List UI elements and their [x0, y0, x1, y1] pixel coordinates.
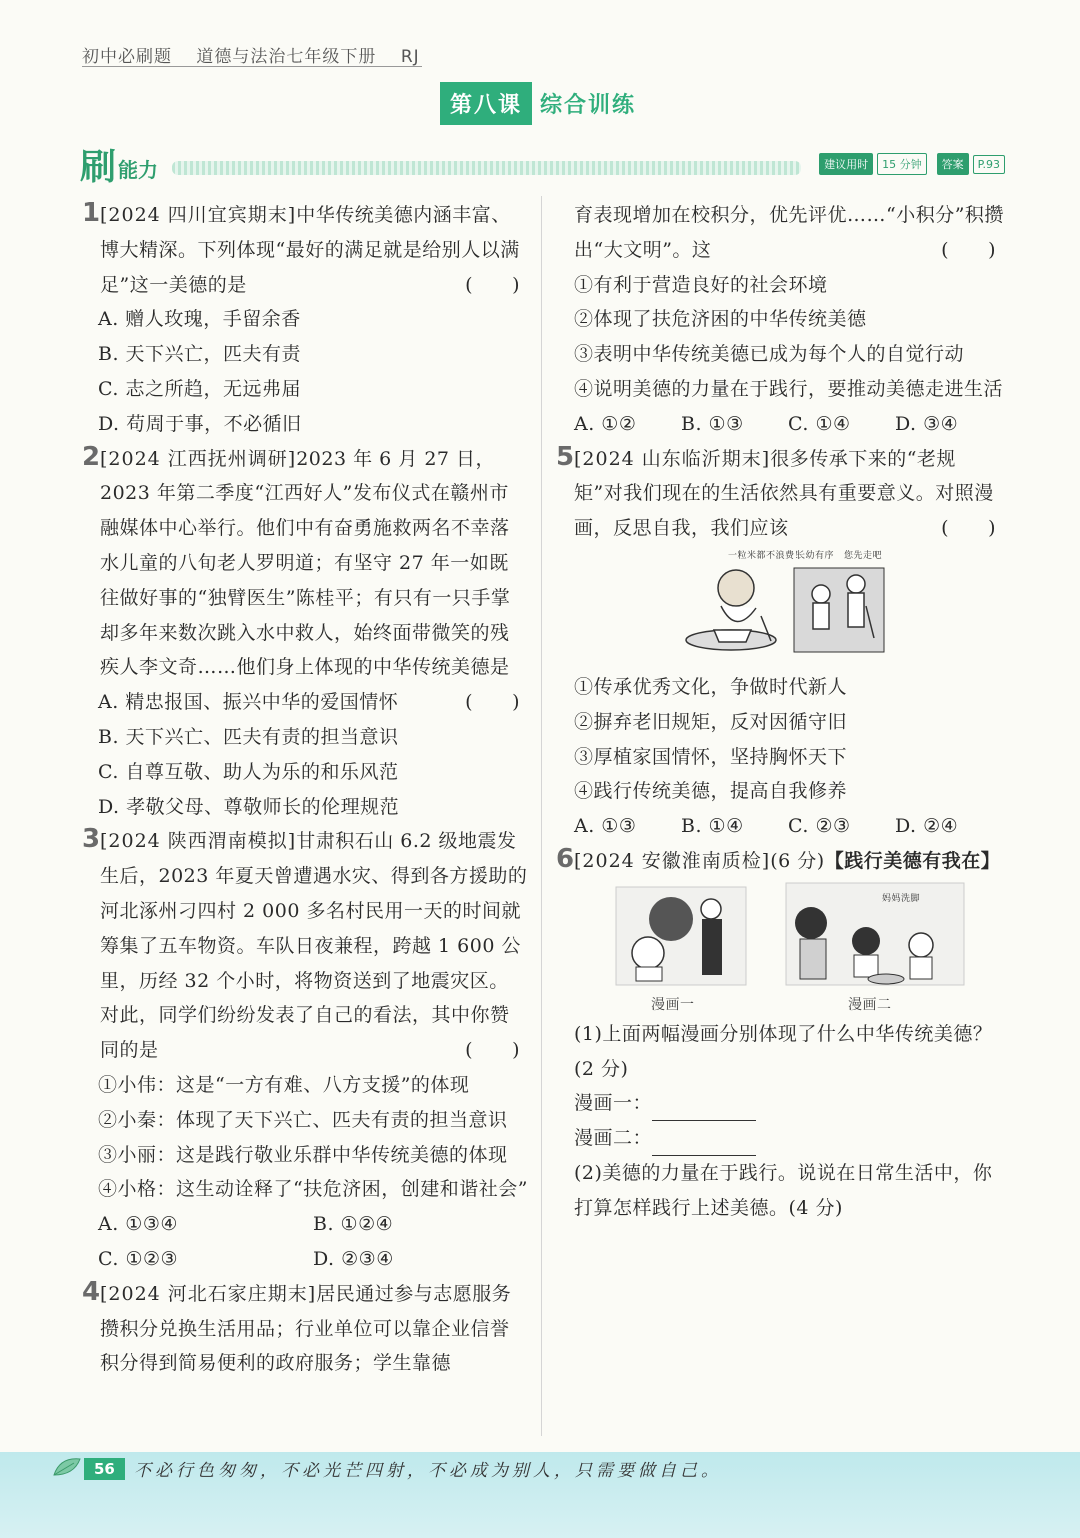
question-4 — [82, 1277, 528, 1381]
answer-label: 答案 — [937, 153, 969, 175]
choice-b: B. ①②④ — [313, 1213, 394, 1236]
comic-caption-1: 一粒米都不浪费！ — [728, 550, 805, 561]
statement-1: ①小伟：这是“一方有难、八方支援”的体现 — [98, 1073, 470, 1096]
statement-2: ②摒弃老旧规矩，反对因循守旧 — [574, 710, 848, 733]
section-title-small: 能力 — [118, 157, 159, 182]
q5-comic — [556, 546, 1004, 670]
left-column — [82, 198, 528, 1381]
question-number: 4 — [82, 1276, 101, 1307]
answer-page: P.93 — [973, 155, 1005, 174]
statement-4: ④说明美德的力量在于践行，要推动美德走进生活 — [574, 377, 1004, 400]
question-number: 3 — [82, 824, 101, 855]
answer-paren: ( ) — [941, 238, 996, 261]
comic-2-sign: 妈妈洗脚 — [882, 893, 921, 904]
option-c: C. 自尊互敬、助人为乐的和乐风范 — [98, 760, 399, 783]
question-source: [2024 河北石家庄期末] — [100, 1282, 317, 1305]
choice-c: C. ①④ — [788, 412, 851, 435]
question-number: 5 — [556, 441, 575, 472]
question-stem: 2023 年 6 月 27 日，2023 年第二季度“江西好人”发布仪式在赣州市融媒体中心举行。他们中有奋勇施救两名不幸落水儿童的八旬老人罗明道；有坚守 27 年一如既往做好事的“独臂医生”陈桂平；有只有一只手掌却多年来数次跳入水中救人，始终面带微笑的残疾人李文奇……他们身上体现的中华传统美德是 — [100, 447, 511, 679]
question-stem: 居民通过参与志愿服务攒积分兑换生活用品；行业单位可以靠企业信誉积分得到简易便利的政府服务；学生靠德 — [100, 1282, 512, 1375]
choice-d: D. ②③④ — [313, 1247, 394, 1270]
option-c: C. 志之所趋，无远弗届 — [98, 377, 301, 400]
section-title-big: 刷 — [80, 146, 117, 188]
option-d: D. 孝敬父母、尊敬师长的伦理规范 — [98, 795, 400, 818]
answer-blank-2[interactable] — [652, 1135, 756, 1156]
choice-c: C. ①②③ — [98, 1247, 179, 1270]
subject-name: 道德与法治七年级下册 — [196, 47, 377, 67]
q6-comics — [556, 879, 1004, 1017]
question-6 — [556, 844, 1004, 1226]
footer — [0, 1452, 1080, 1538]
answer-paren: ( ) — [465, 1039, 520, 1062]
section-stripe — [172, 161, 801, 175]
choice-a: A. ①③ — [574, 815, 637, 838]
option-a: A. 赠人玫瑰，手留余香 — [98, 308, 301, 331]
option-b: B. 天下兴亡，匹夫有责 — [98, 343, 302, 366]
statement-4: ④践行传统美德，提高自我修养 — [574, 780, 848, 803]
statement-1: ①传承优秀文化，争做时代新人 — [574, 675, 848, 698]
answer-paren: ( ) — [465, 691, 520, 714]
comic-illustration — [556, 546, 1004, 670]
answer-blank-1[interactable] — [652, 1100, 756, 1121]
lesson-title — [440, 82, 644, 125]
option-a: A. 精忠报国、振兴中华的爱国情怀 — [98, 691, 399, 714]
question-2 — [82, 442, 528, 825]
page-number: 56 — [84, 1458, 125, 1480]
question-source: [2024 安徽淮南质检] — [574, 849, 771, 872]
question-source: [2024 江西抚州调研] — [100, 447, 297, 470]
statement-4: ④小格：这生动诠释了“扶危济困，创建和谐社会” — [98, 1178, 528, 1201]
question-source: [2024 山东临沂期末] — [574, 447, 771, 470]
choice-a: A. ①② — [574, 412, 637, 435]
book-name: 初中必刷题 — [82, 47, 172, 67]
question-stem: 甘肃积石山 6.2 级地震发生后，2023 年夏天曾遭遇水灾、得到各方援助的河北涿州刁四村 2 000 多名村民用一天的时间就筹集了五车物资。车队日夜兼程，跨越 1 600 公里，历经 32 个小时，将物资送到了地震灾区。对此，同学们纷纷发表了自己的看法，其中你赞同的是 — [100, 830, 528, 1062]
sub-question-1: (1)上面两幅漫画分别体现了什么中华传统美德？(2 分) — [574, 1022, 993, 1080]
answer-paren: ( ) — [465, 273, 520, 296]
running-header — [82, 42, 438, 67]
choice-a: A. ①③④ — [98, 1213, 178, 1236]
choice-b: B. ①④ — [681, 815, 744, 838]
choice-d: D. ③④ — [895, 412, 959, 435]
question-stem: 很多传承下来的“老规矩”对我们现在的生活依然具有重要意义。对照漫画，反思自我，我们应该 — [574, 447, 994, 540]
statement-3: ③小丽：这是践行敬业乐群中华传统美德的体现 — [98, 1143, 508, 1166]
edition: RJ — [400, 47, 420, 67]
sub-question-2: (2)美德的力量在于践行。说说在日常生活中，你打算怎样践行上述美德。(4 分) — [574, 1161, 993, 1219]
question-4-continued — [556, 198, 1004, 442]
question-score: (6 分) — [770, 849, 825, 872]
lesson-name: 综合训练 — [540, 93, 637, 118]
question-number: 2 — [82, 441, 101, 472]
comic-1-caption: 漫画一 — [651, 996, 695, 1013]
header-rule — [82, 66, 422, 67]
footer-motto: 不必行色匆匆，不必光芒四射，不必成为别人，只需要做自己。 — [134, 1461, 722, 1481]
statement-3: ③表明中华传统美德已成为每个人的自觉行动 — [574, 343, 965, 366]
question-topic: 【践行美德有我在】 — [824, 849, 1001, 872]
statement-2: ②小秦：体现了天下兴亡、匹夫有责的担当意识 — [98, 1108, 508, 1131]
option-b: B. 天下兴亡、匹夫有责的担当意识 — [98, 725, 399, 748]
question-number: 1 — [82, 198, 101, 228]
time-value: 15 分钟 — [877, 153, 927, 175]
answer-paren: ( ) — [941, 517, 996, 540]
section-banner — [80, 144, 1005, 188]
blank-label-2: 漫画二： — [574, 1127, 653, 1150]
comic-pair-illustration — [556, 879, 1004, 1017]
question-5 — [556, 442, 1004, 844]
question-3 — [82, 824, 528, 1276]
question-source: [2024 四川宜宾期末] — [100, 204, 297, 226]
choice-c: C. ②③ — [788, 815, 851, 838]
time-label: 建议用时 — [819, 153, 873, 175]
option-d: D. 苟周于事，不必循旧 — [98, 412, 302, 435]
comic-2-caption: 漫画二 — [848, 996, 892, 1013]
question-stem: 育表现增加在校积分，优先评优……“小积分”积攒出“大文明”。这 — [574, 204, 1004, 261]
comic-caption-2: 长幼有序 — [796, 550, 835, 561]
statement-1: ①有利于营造良好的社会环境 — [574, 273, 828, 296]
comic-caption-3: 您先走吧 — [844, 550, 883, 561]
question-stem: 中华传统美德内涵丰富、博大精深。下列体现“最好的满足就是给别人以满足”这一美德的是 — [100, 204, 520, 296]
statement-3: ③厚植家国情怀，坚持胸怀天下 — [574, 745, 848, 768]
blank-label-1: 漫画一： — [574, 1092, 653, 1115]
question-source: [2024 陕西渭南模拟] — [100, 830, 297, 853]
question-1 — [82, 198, 528, 442]
question-number: 6 — [556, 843, 575, 874]
leaf-icon — [52, 1455, 82, 1479]
column-divider — [541, 196, 542, 1436]
lesson-number: 第八课 — [440, 82, 532, 125]
right-column — [556, 198, 1004, 1226]
choice-d: D. ②④ — [895, 815, 959, 838]
statement-2: ②体现了扶危济困的中华传统美德 — [574, 308, 867, 331]
choice-b: B. ①③ — [681, 412, 744, 435]
